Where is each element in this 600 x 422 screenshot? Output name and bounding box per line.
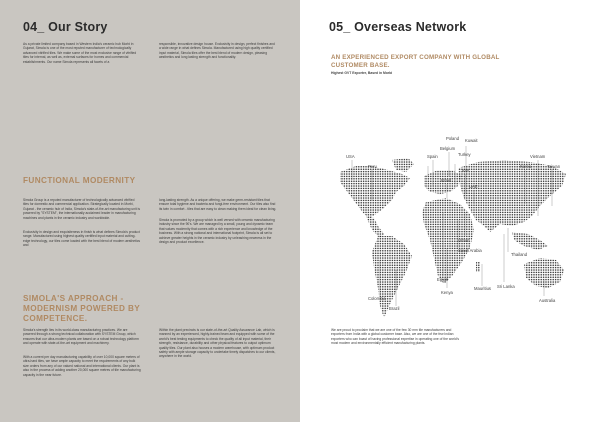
country-label: Kuwait bbox=[465, 138, 478, 143]
functional-modernity-heading: FUNCTIONAL MODERNITY bbox=[23, 176, 136, 185]
madagascar-shape bbox=[476, 262, 480, 272]
country-label: Colombia bbox=[368, 296, 386, 301]
southeast-asia-shape bbox=[512, 232, 548, 250]
country-label: Spain bbox=[427, 154, 438, 159]
country-label: Kenya bbox=[441, 290, 453, 295]
country-label: Australia bbox=[539, 298, 556, 303]
country-label: Sri Lanka bbox=[497, 284, 515, 289]
country-label: Oman bbox=[458, 238, 470, 243]
country-label: Mauritius bbox=[474, 286, 491, 291]
country-label: Korea bbox=[520, 164, 532, 169]
asia-shape bbox=[458, 160, 566, 232]
page-title-our-story: 04_ Our Story bbox=[23, 20, 108, 34]
story-text-col2: responsible, innovative design house. Exclusivity in design, perfect finishes and a wide range in what defines Simola. Manufactured using high quality certified input material, Simola tiles offer the best blend of modern design, pleasing aesthetics and long lasting strength and functionality. bbox=[159, 42, 275, 60]
country-label: Turkey bbox=[458, 152, 471, 157]
country-label: Thailand bbox=[511, 252, 528, 257]
country-label: Israel bbox=[441, 178, 452, 183]
country-label: USA bbox=[346, 154, 355, 159]
exporter-tagline: Highest GVT Exporter, Based in Morbi bbox=[331, 71, 393, 75]
functional-text-col1: Simola Group is a reputed manufacturer of technologically advanced vitrified tiles for domestic and commercial application. Strategically located in Morbi, Gujarat - the ceramic hub of India, Simola's state-of-the-art manufacturing unit is powered by "SYSTEM", the internationally acclaimed leader in manufacturing machines and plants in the ceramic industry and worldwide. bbox=[23, 198, 140, 220]
export-description: We are proud to proclaim that we are one of the few 30 mm tile manufacturers and exporters from India with a global customer base. Also, we are one of the few Indian exporters who can boast of having professional expertise in operating one of the world's most modern and environmentally efficient manufacturing plants. bbox=[331, 328, 460, 346]
approach-text-col1: Simola's strength lies in its world-class manufacturing practices. We are powered through a strong technical collaboration with SYSTEM Group, which ensures that our ultra-modern plants are based on a robust technology platform and operate with state-of-the-art equipment and machinery. bbox=[23, 328, 139, 346]
country-label: UAE bbox=[469, 184, 478, 189]
simola-approach-heading: SIMOLA'S APPROACH - MODERNISM POWERED BY COMPETENCE. bbox=[23, 294, 141, 323]
north-america-shape bbox=[340, 166, 410, 218]
country-label: Peru bbox=[368, 164, 377, 169]
country-label: Saudi Arabia bbox=[458, 248, 482, 253]
export-subtitle: AN EXPERIENCED EXPORT COMPANY WITH GLOBAL CUSTOMER BASE. bbox=[331, 54, 500, 69]
central-america-shape bbox=[366, 216, 384, 238]
approach-text-col1b: With a current per day manufacturing capability of over 10,000 square meters of ultra-hard tiles, we have ample capacity to meet the requirements of any bulk size orders from any of our valued national and international clients. Our plant is also in the process of adding another 20,000 square metres of tile manufacturing capacity in the near future. bbox=[23, 355, 141, 377]
functional-text-col2: long-lasting strength. As a unique offering, we make germ-resistant tiles that ensure total hygiene and bacteria and fungi-free environment. Our tiles also find its twin in comfort - tiles that are easy to clean making them ideal for clean living. bbox=[159, 198, 277, 211]
greenland-shape bbox=[392, 158, 414, 172]
approach-text-col2: Within the plant precincts is our state-of-the-art Quality Assurance Lab, which is manned by an experienced, highly-trained team and equipped with some of the world's best testing equipments to check the quality of all input material, their strength, resistance, durability and other physical features to output optimum quality tiles. Our plant also houses a modern warehouse, with optimum product safety with ample storage capacity to undertake timely dispatches to our clients, anywhere in the world. bbox=[159, 328, 276, 359]
country-label: Iran bbox=[462, 168, 470, 173]
functional-text-col1b: Exclusivity in design and exquisiteness in finish is what defines Simola's product range. Manufactured using highest quality certified input material and cutting-edge technology, our tiles come loaded with the best blend of modern aesthetics and bbox=[23, 230, 141, 248]
story-text-col1: As a private limited company based in Western India's ceramic hub Morbi in Gujarat, Simola is one of the most reputed manufacturer of technologically advanced vitrified tiles. We make some of the most exclusive range of vitrified tiles for internal, as well as, external surfaces for homes and commercial establishments. Our name Simola represents all facets of a bbox=[23, 42, 137, 64]
country-label: Egypt bbox=[437, 277, 448, 282]
functional-text-col2b: Simola is promoted by a group which is well versed with ceramic manufacturing industry since the 90's. We are managed by a small, young and dynamic team that values modernity that comes with a rich experience and knowledge of the business. With a strong national and international footprint, Simola is all set to achieve greater heights in the ceramic industry by unleashing newness in the design and product excellence. bbox=[159, 218, 275, 245]
page-title-overseas-network: 05_ Overseas Network bbox=[329, 20, 467, 34]
country-label: Vietnam bbox=[530, 154, 546, 159]
country-label: Taiwan bbox=[547, 164, 561, 169]
country-label: Brazil bbox=[389, 306, 400, 311]
country-label: Poland bbox=[446, 136, 460, 141]
country-label: Belgium bbox=[440, 146, 456, 151]
